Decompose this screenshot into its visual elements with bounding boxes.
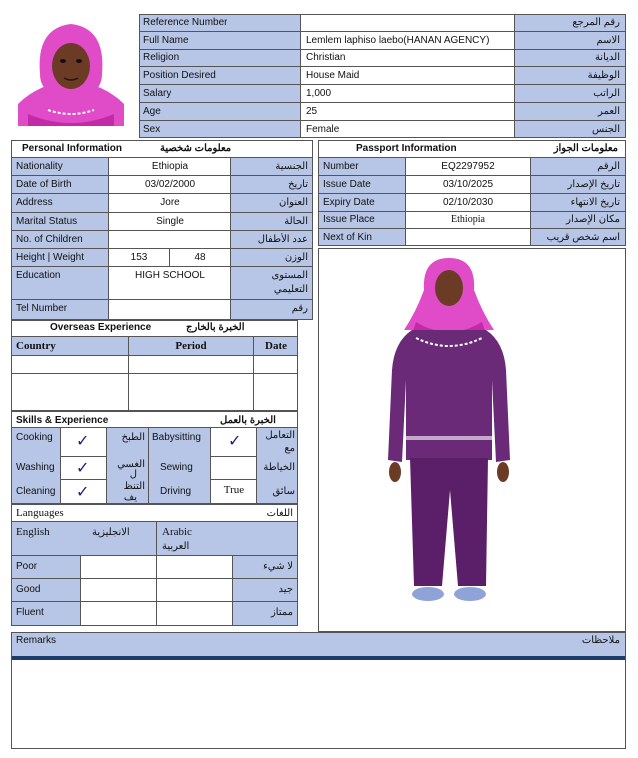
passport-info-title-ar: معلومات الجواز — [553, 143, 618, 154]
marital-status-ar: الحالة — [284, 216, 308, 227]
driving-label: Driving — [160, 486, 192, 497]
dob-value: 03/02/2000 — [144, 179, 196, 190]
remarks-label: Remarks — [16, 635, 57, 646]
height-weight-label: Height | Weight — [16, 252, 85, 263]
overseas-title: Overseas Experience — [50, 322, 152, 333]
issue-place-ar: مكان الإصدار — [566, 214, 620, 225]
full-name-value: Lemlem laphiso laebo(HANAN AGENCY) — [306, 35, 490, 46]
english-ar: الانجليزية — [92, 527, 130, 538]
full-name-label: Full Name — [143, 35, 189, 46]
salary-value: 1,000 — [306, 88, 332, 99]
washing-ar-1: الغسي — [117, 459, 145, 470]
washing-label: Washing — [16, 462, 55, 473]
fluent-label: Fluent — [16, 607, 44, 618]
cooking-label: Cooking — [16, 432, 53, 443]
arabic-label: Arabic — [162, 526, 192, 538]
english-label: English — [16, 526, 50, 538]
languages-title-ar: اللغات — [266, 508, 293, 519]
issue-date-label: Issue Date — [323, 179, 371, 190]
issue-place-value: Ethiopia — [451, 214, 485, 225]
sewing-label: Sewing — [160, 462, 193, 473]
portrait-photo — [18, 14, 124, 126]
tel-label: Tel Number — [16, 303, 68, 314]
poor-ar: لا شيء — [263, 561, 293, 572]
address-ar: العنوان — [279, 197, 308, 208]
portrait-image — [18, 14, 124, 126]
address-value: Jore — [160, 197, 180, 208]
cleaning-ar-1: التنظ — [123, 481, 145, 492]
babysitting-label: Babysitting — [152, 432, 201, 443]
dob-ar: تاريخ — [288, 179, 308, 190]
marital-status-label: Marital Status — [16, 216, 78, 227]
position-ar: الوظيفة — [587, 70, 620, 81]
good-ar: جيد — [278, 584, 293, 595]
babysitting-check: ✓ — [228, 433, 242, 450]
passport-number-label: Number — [323, 161, 359, 172]
languages-title: Languages — [16, 507, 64, 519]
issue-date-ar: تاريخ الإصدار — [567, 179, 620, 190]
fluent-ar: ممتاز — [270, 607, 293, 618]
nationality-label: Nationality — [16, 161, 63, 172]
next-of-kin-label: Next of Kin — [323, 232, 372, 243]
education-value: HIGH SCHOOL — [134, 270, 205, 281]
marital-status-value: Single — [156, 216, 184, 227]
cleaning-ar-2: يف — [123, 492, 137, 503]
religion-ar: الديانة — [594, 52, 620, 63]
education-label: Education — [16, 270, 61, 281]
expiry-date-value: 02/10/2030 — [442, 197, 494, 208]
age-value: 25 — [306, 106, 318, 117]
education-ar-2: التعليمي — [273, 284, 308, 295]
washing-check: ✓ — [76, 460, 90, 477]
arabic-ar: العربية — [162, 541, 190, 552]
overseas-col-country: Country — [16, 340, 56, 352]
good-label: Good — [16, 584, 41, 595]
skills-title-ar: الخبرة بالعمل — [220, 415, 276, 426]
tel-ar: رقم — [291, 303, 308, 314]
religion-value: Christian — [306, 52, 346, 63]
expiry-date-ar: تاريخ الانتهاء — [570, 197, 620, 208]
driving-value: True — [223, 484, 245, 496]
children-ar: عدد الأطفال — [257, 234, 308, 245]
next-of-kin-ar: اسم شخص قريب — [546, 232, 620, 243]
passport-info-title: Passport Information — [356, 143, 457, 154]
position-label: Position Desired — [143, 70, 216, 81]
education-ar-1: المستوى — [271, 270, 308, 281]
position-value: House Maid — [306, 70, 360, 81]
babysitting-ar-1: التعامل — [265, 430, 295, 441]
reference-number-label: Reference Number — [143, 17, 228, 28]
remarks-box — [11, 632, 626, 749]
age-ar: العمر — [598, 106, 620, 117]
nationality-ar: الجنسية — [275, 161, 308, 172]
salary-label: Salary — [143, 88, 172, 99]
remarks-ar: ملاحظات — [581, 635, 620, 646]
overseas-col-date: Date — [265, 340, 287, 352]
cooking-ar: الطبخ — [121, 432, 145, 443]
overseas-col-period: Period — [175, 340, 207, 352]
babysitting-ar-2: مع — [284, 443, 295, 454]
sewing-ar: الخياطة — [263, 462, 295, 473]
overseas-title-ar: الخبرة بالخارج — [186, 322, 245, 333]
full-body-photo — [346, 250, 552, 622]
weight-value: 48 — [194, 252, 206, 263]
poor-label: Poor — [16, 561, 38, 572]
religion-label: Religion — [143, 52, 180, 63]
nationality-value: Ethiopia — [151, 161, 189, 172]
driving-ar: سائق — [272, 486, 295, 497]
cleaning-label: Cleaning — [16, 486, 56, 497]
full-name-ar: الاسم — [596, 35, 620, 46]
personal-info-title: Personal Information — [22, 143, 123, 154]
height-value: 153 — [130, 252, 148, 263]
passport-number-value: EQ2297952 — [441, 161, 495, 172]
cooking-check: ✓ — [76, 433, 90, 450]
languages-header-row — [12, 522, 297, 555]
sex-ar: الجنس — [591, 124, 620, 135]
cleaning-check: ✓ — [76, 484, 90, 501]
issue-date-value: 03/10/2025 — [442, 179, 494, 190]
full-body-image — [346, 250, 552, 622]
issue-place-label: Issue Place — [323, 214, 375, 225]
washing-ar-2: ل — [129, 469, 137, 480]
dob-label: Date of Birth — [16, 179, 72, 190]
children-label: No. of Children — [16, 234, 83, 245]
personal-info-title-ar: معلومات شخصية — [160, 143, 232, 154]
salary-ar: الراتب — [593, 88, 620, 99]
sex-label: Sex — [143, 124, 161, 135]
sex-value: Female — [306, 124, 340, 135]
height-weight-ar: الوزن — [284, 252, 308, 263]
expiry-date-label: Expiry Date — [323, 197, 375, 208]
passport-number-ar: الرقم — [597, 161, 620, 172]
address-label: Address — [16, 197, 53, 208]
skills-title: Skills & Experience — [16, 415, 109, 426]
reference-number-ar: رقم المرجع — [572, 17, 620, 28]
age-label: Age — [143, 106, 161, 117]
